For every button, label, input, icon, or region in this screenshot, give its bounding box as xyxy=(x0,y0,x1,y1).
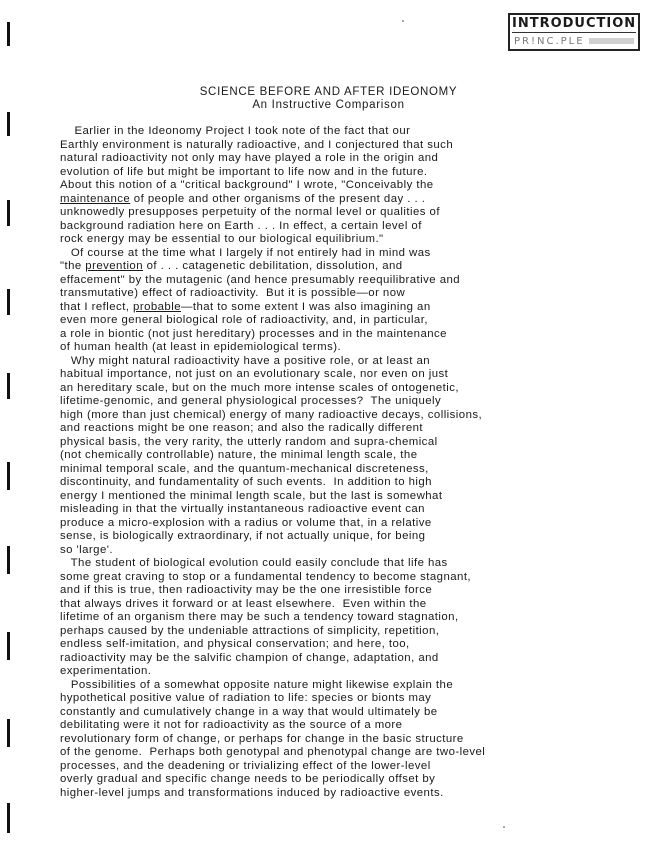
text-line xyxy=(60,625,650,639)
text-run: that I reflect, xyxy=(60,300,134,313)
text-line xyxy=(60,530,650,544)
text-line xyxy=(60,260,650,274)
text-line xyxy=(60,746,650,760)
text-run: Possibilities of a somewhat opposite nature might likewise explain the xyxy=(60,678,454,691)
text-run: of people and other organisms of the present day . . . xyxy=(130,192,426,205)
text-line xyxy=(60,341,650,355)
text-run: processes, and the deadening or trivializing effect of the lower-level xyxy=(60,759,431,772)
text-run: rock energy may be essential to our biological equilibrium." xyxy=(60,233,384,245)
text-line xyxy=(60,787,650,801)
text-run: debilitating were it not for radioactivity as the source of a more xyxy=(60,719,403,731)
text-line xyxy=(60,517,650,531)
binder-hole-mark xyxy=(7,22,10,46)
text-line xyxy=(60,206,650,220)
text-line xyxy=(60,382,650,396)
text-run: higher-level jumps and transformations induced by radioactive events. xyxy=(60,786,444,799)
text-run: of the genome. Perhaps both genotypal and phenotypal change are two-level xyxy=(60,746,486,758)
text-run: and if this is true, then radioactivity may be the one irresistible force xyxy=(60,584,433,596)
stamp-title: INTRODUCTION xyxy=(512,16,637,31)
text-run: transmutative) effect of radioactivity. But it is possible—or now xyxy=(60,287,406,299)
text-line xyxy=(60,557,650,571)
text-line xyxy=(60,490,650,504)
binder-hole-mark xyxy=(7,632,10,660)
binder-hole-mark xyxy=(7,200,10,226)
text-line xyxy=(60,220,650,234)
text-run: lifetime of an organism there may be such a tendency toward stagnation, xyxy=(60,611,459,623)
text-run: of . . . catagenetic debilitation, dissolution, and xyxy=(143,260,403,272)
text-line xyxy=(60,611,650,625)
text-run: —that to some extent I was also imagining an xyxy=(180,300,431,313)
paper-speck xyxy=(503,826,505,828)
binder-hole-mark xyxy=(7,289,10,315)
text-line xyxy=(60,193,650,207)
text-run: physical basis, the very rarity, the utterly random and supra-chemical xyxy=(60,435,438,448)
text-run: high (more than just chemical) energy of many radioactive decays, collisions, xyxy=(60,408,483,421)
text-line xyxy=(60,287,650,301)
text-line xyxy=(60,436,650,450)
text-run: energy I mentioned the minimal length scale, but the last is somewhat xyxy=(60,489,443,502)
text-line xyxy=(60,706,650,720)
text-line xyxy=(60,355,650,369)
text-line xyxy=(60,665,650,679)
text-run: perhaps caused by the undeniable attractions of simplicity, repetition, xyxy=(60,624,440,637)
underlined-word: probable xyxy=(133,300,181,313)
underlined-word: prevention xyxy=(85,260,143,272)
text-line xyxy=(60,247,650,261)
document-body xyxy=(60,125,650,800)
text-run: evolution of life but might be important to life now and in the future. xyxy=(60,165,428,178)
text-line xyxy=(60,449,650,463)
binder-hole-mark xyxy=(7,719,10,747)
text-run: unknowedly presupposes perpetuity of the normal level or qualities of xyxy=(60,206,440,218)
text-line xyxy=(60,584,650,598)
text-run: habitual importance, not just on an evolutionary scale, nor even on just xyxy=(60,368,449,380)
text-line xyxy=(60,395,650,409)
text-run: "the xyxy=(60,260,86,272)
text-run: revolutionary form of change, or perhaps for change in the basic structure xyxy=(60,732,464,745)
text-run: and reactions might be one reason; and also the radically different xyxy=(60,422,424,434)
text-line xyxy=(60,179,650,193)
text-run: misleading in that the virtually instantaneous radioactive event can xyxy=(60,503,425,515)
text-line xyxy=(60,368,650,382)
text-run: minimal temporal scale, and the quantum-mechanical discreteness, xyxy=(60,462,429,475)
text-run: even more general biological role of radioactivity, and, in particular, xyxy=(60,314,428,326)
text-run: an hereditary scale, but on the much more intense scales of ontogenetic, xyxy=(60,381,460,394)
text-run: sense, is biologically extraordinary, if not actually unique, for being xyxy=(60,530,426,542)
text-run: Why might natural radioactivity have a positive role, or at least an xyxy=(60,354,431,367)
text-run: radioactivity may be the salvific champion of change, adaptation, and xyxy=(60,651,439,664)
text-run: Earthly environment is naturally radioactive, and I conjectured that such xyxy=(60,138,454,151)
text-run: constantly and cumulatively change in a way that would ultimately be xyxy=(60,705,438,718)
paper-speck xyxy=(402,20,404,22)
text-line xyxy=(60,328,650,342)
text-line xyxy=(60,571,650,585)
text-run: overly gradual and specific change needs to be periodically offset by xyxy=(60,773,436,785)
text-line xyxy=(60,166,650,180)
text-run: some great craving to stop or a fundamental tendency to become stagnant, xyxy=(60,570,472,583)
text-line xyxy=(60,679,650,693)
document-title: SCIENCE BEFORE AND AFTER IDEONOMY xyxy=(199,86,458,98)
text-line xyxy=(60,719,650,733)
text-run: About this notion of a "critical background" I wrote, "Conceivably the xyxy=(60,179,434,191)
text-run: discontinuity, and fundamentality of such events. In addition to high xyxy=(60,476,432,488)
binder-hole-mark xyxy=(7,462,10,490)
text-line xyxy=(60,760,650,774)
stamp-subtitle: PR!NC.PLE xyxy=(514,35,634,49)
text-run: produce a micro-explosion with a radius or volume that, in a relative xyxy=(60,516,432,529)
document-subtitle: An Instructive Comparison xyxy=(252,99,405,111)
binder-hole-mark xyxy=(7,112,10,136)
text-run: endless self-imitation, and physical conservation; and here, too, xyxy=(60,638,410,650)
text-line xyxy=(60,233,650,247)
text-line xyxy=(60,422,650,436)
text-line xyxy=(60,652,650,666)
text-line xyxy=(60,773,650,787)
text-line xyxy=(60,274,650,288)
text-run: effacement" by the mutagenic (and hence presumably reequilibrative and xyxy=(60,273,461,286)
text-line xyxy=(60,125,650,139)
text-line xyxy=(60,139,650,153)
stamp-smudge xyxy=(589,38,634,44)
text-line xyxy=(60,463,650,477)
section-stamp xyxy=(508,13,640,51)
text-run: hypothetical positive value of radiation to life: species or bionts may xyxy=(60,692,432,704)
text-run: experimentation. xyxy=(60,665,152,677)
text-line xyxy=(60,598,650,612)
text-run: natural radioactivity not only may have played a role in the origin and xyxy=(60,152,439,164)
text-line xyxy=(60,152,650,166)
text-line xyxy=(60,503,650,517)
text-run: Earlier in the Ideonomy Project I took note of the fact that our xyxy=(60,125,411,137)
text-run: The student of biological evolution could easily conclude that life has xyxy=(60,557,448,569)
text-run: a role in biontic (not just hereditary) processes and in the maintenance xyxy=(60,327,447,340)
text-run: that always drives it forward or at least elsewhere. Even within the xyxy=(60,597,427,610)
text-line xyxy=(60,409,650,423)
binder-hole-mark xyxy=(7,803,10,833)
text-line xyxy=(60,544,650,558)
text-line xyxy=(60,638,650,652)
text-run: lifetime-genomic, and general physiological processes? The uniquely xyxy=(60,395,442,407)
binder-hole-mark xyxy=(7,546,10,574)
text-run: (not chemically controllable) nature, the minimal length scale, the xyxy=(60,449,418,461)
text-run: of human health (at least in epidemiological terms). xyxy=(60,341,342,353)
text-run: background radiation here on Earth . . . In effect, a certain level of xyxy=(60,219,422,232)
underlined-word: maintenance xyxy=(60,192,131,205)
binder-hole-mark xyxy=(7,373,10,399)
text-line xyxy=(60,476,650,490)
text-line xyxy=(60,733,650,747)
text-line xyxy=(60,301,650,315)
text-run: so 'large'. xyxy=(60,543,113,556)
text-line xyxy=(60,314,650,328)
text-line xyxy=(60,692,650,706)
text-run: Of course at the time what I largely if not entirely had in mind was xyxy=(60,246,431,259)
